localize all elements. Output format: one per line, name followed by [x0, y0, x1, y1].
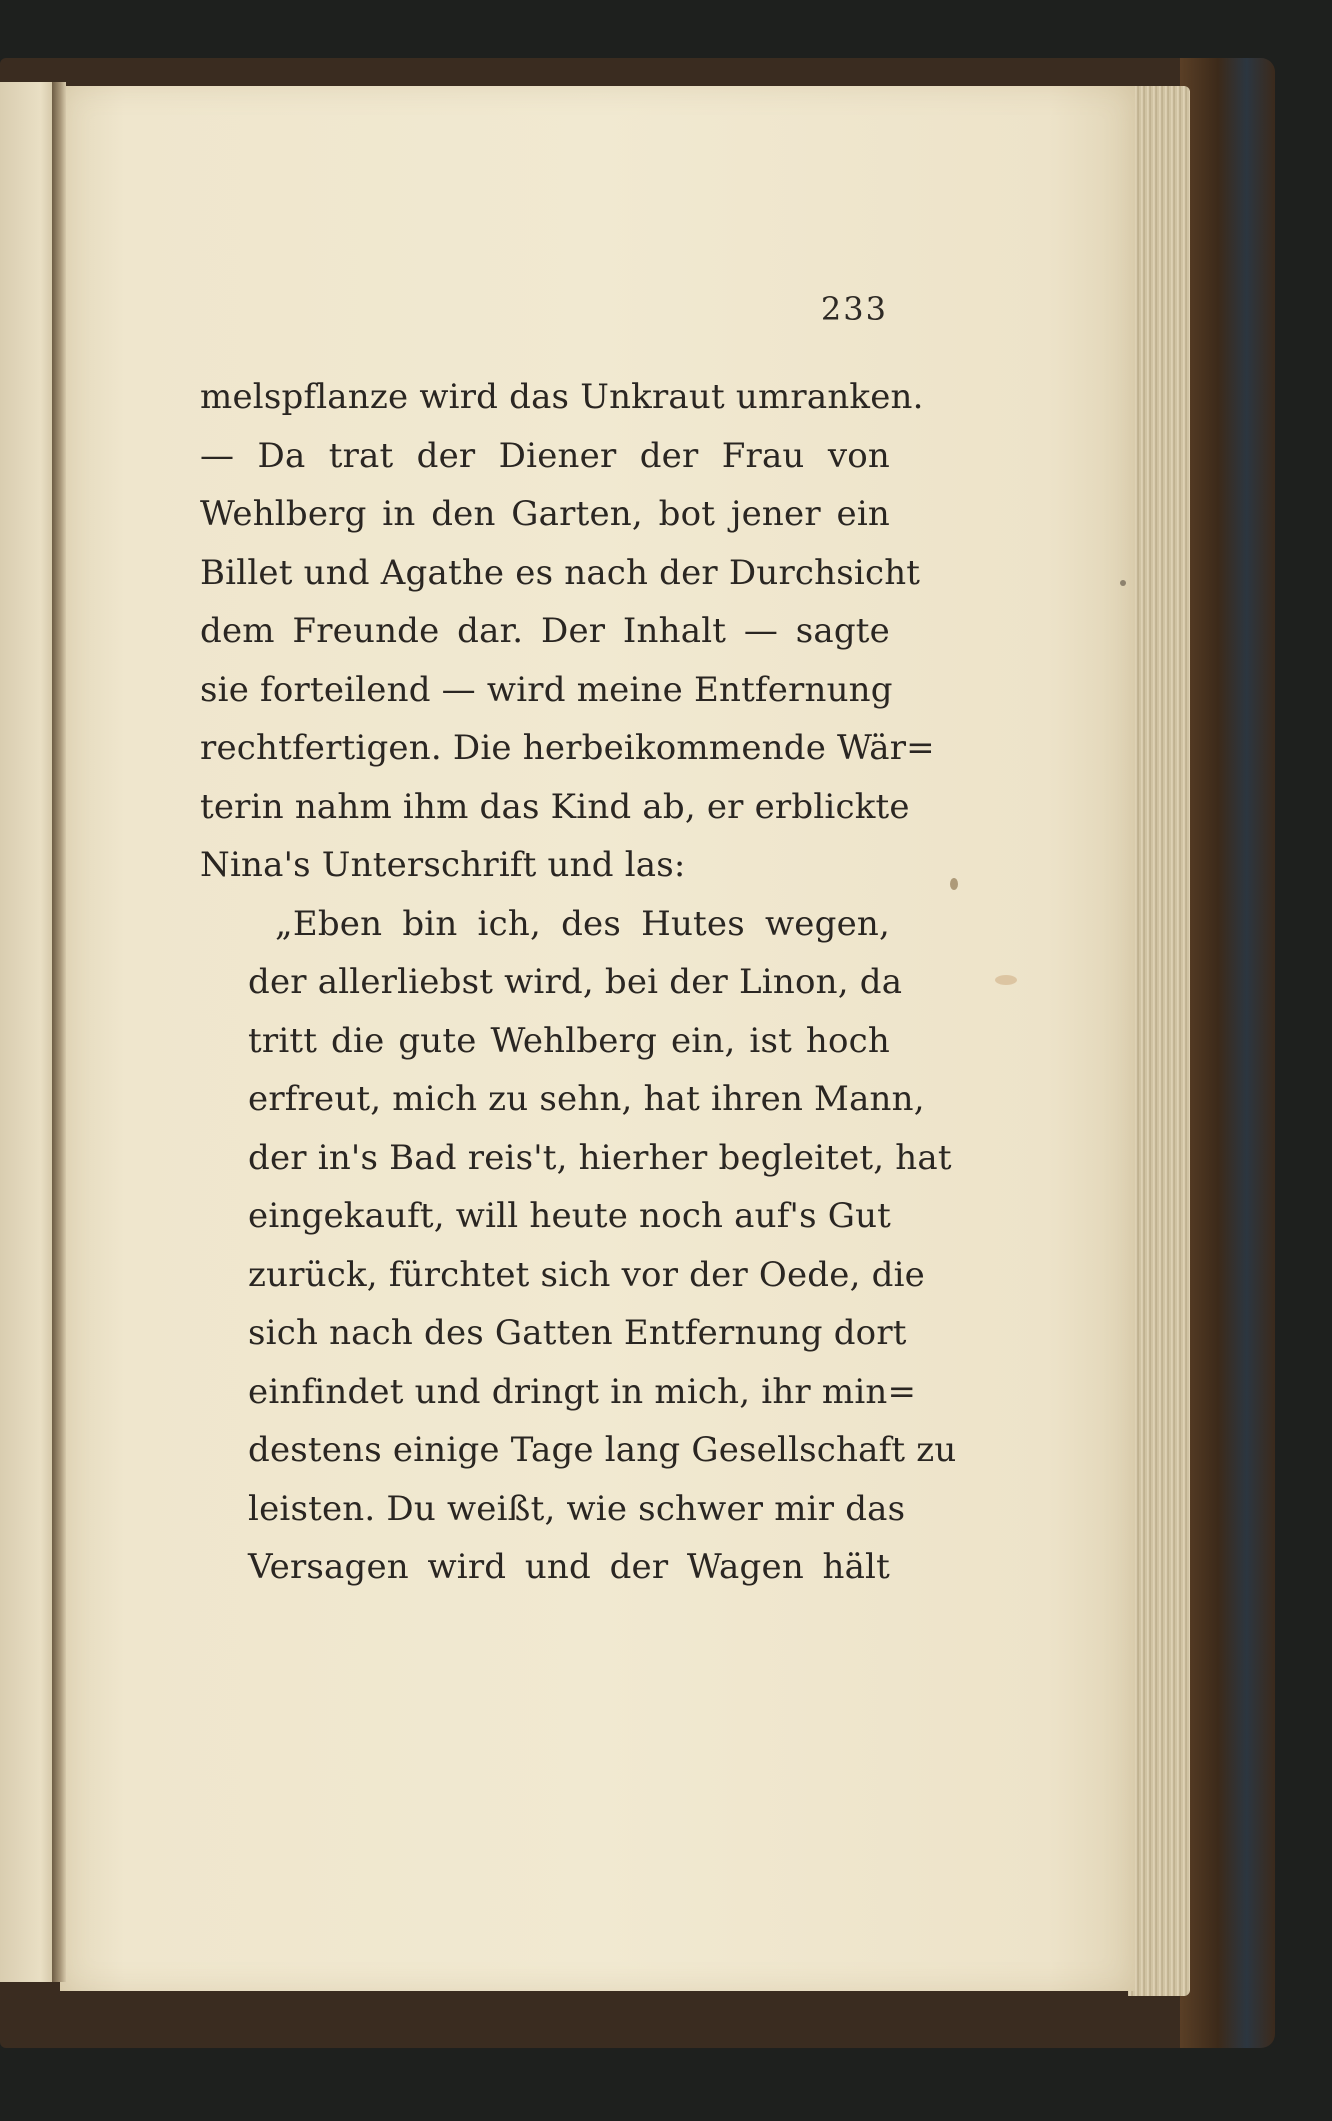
paper-spot [950, 878, 958, 890]
text-line: zurück, fürchtet sich vor der Oede, die [248, 1254, 925, 1295]
text-line: tritt die gute Wehlberg ein, ist hoch [248, 1020, 890, 1061]
text-line: erfreut, mich zu sehn, hat ihren Mann, [248, 1079, 925, 1119]
left-facing-page [0, 82, 58, 1982]
text-line: destens einige Tage lang Gesellschaft zu [248, 1430, 957, 1470]
text-line: Nina's Unterschrift und las: [200, 845, 686, 885]
page-body-text [200, 368, 957, 1597]
text-line: terin nahm ihm das Kind ab, er erblickte [200, 786, 910, 827]
paper-spot [1120, 580, 1126, 586]
text-line: melspflanze wird das Unkraut umranken. [200, 377, 924, 417]
text-line: — Da trat der Diener der Frau von [200, 435, 890, 476]
page-number: 233 [820, 290, 888, 328]
text-line: der allerliebst wird, bei der Linon, da [248, 962, 903, 1002]
text-line: Billet und Agathe es nach der Durchsicht [200, 552, 921, 593]
text-line: sich nach des Gatten Entfernung dort [248, 1313, 907, 1353]
text-line: dem Freunde dar. Der Inhalt — sagte [200, 611, 890, 651]
narrative-paragraph [200, 368, 935, 895]
text-line: eingekauft, will heute noch auf's Gut [248, 1196, 892, 1236]
text-line: der in's Bad reis't, hierher begleitet, hat [248, 1137, 952, 1178]
page-stack-edge [1128, 86, 1190, 1996]
paper-stain [995, 975, 1017, 985]
book-gutter [52, 82, 66, 1982]
book-cover-edge [1180, 58, 1275, 2048]
text-line: „Eben bin ich, des Hutes wegen, [275, 903, 890, 944]
text-line: leisten. Du weißt, wie schwer mir das [248, 1488, 906, 1529]
text-line: Versagen wird und der Wagen hält [248, 1547, 890, 1587]
letter-quote [200, 895, 957, 1597]
text-line: einfindet und dringt in mich, ihr min= [248, 1371, 917, 1412]
text-line: Wehlberg in den Garten, bot jener ein [200, 494, 890, 534]
text-line: rechtfertigen. Die herbeikommende Wär= [200, 728, 935, 768]
text-line: sie forteilend — wird meine Entfernung [200, 669, 893, 710]
